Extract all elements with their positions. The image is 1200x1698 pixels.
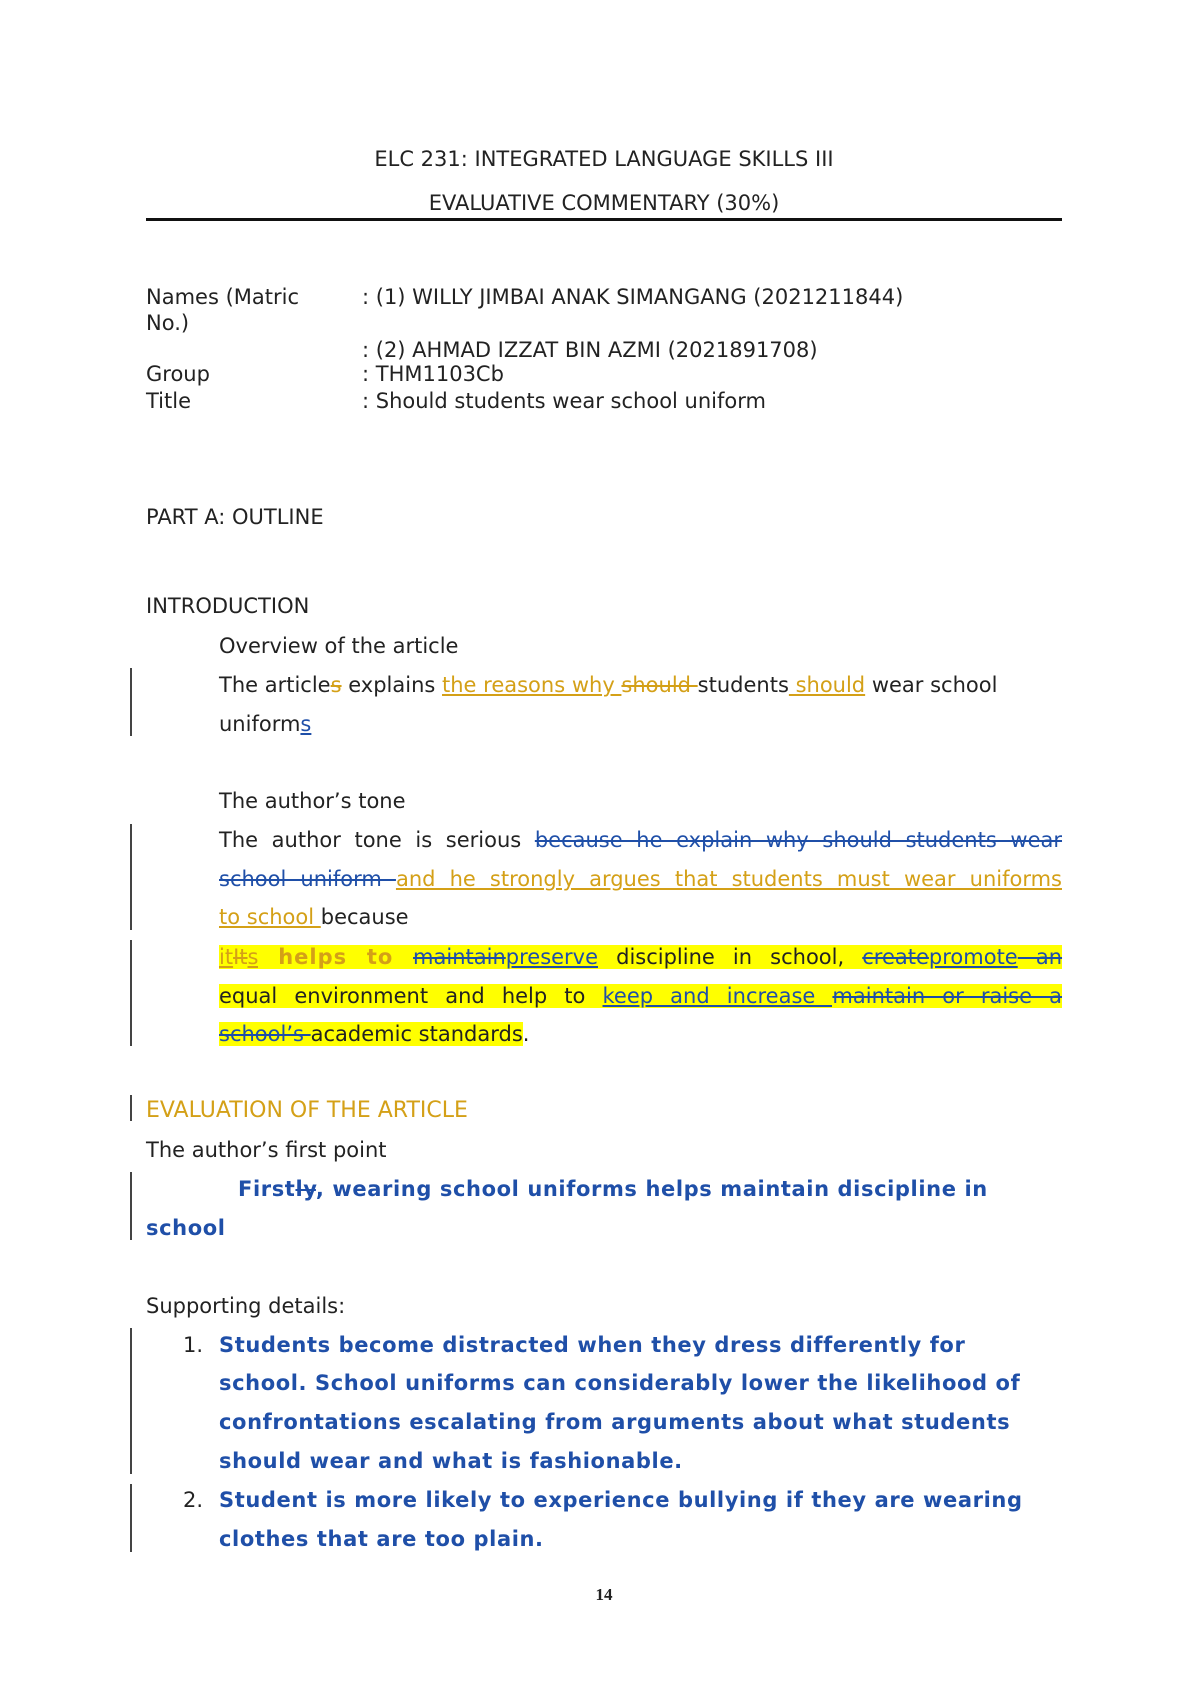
- name-1: : (1) WILLY JIMBAI ANAK SIMANGANG (2021211844): [362, 285, 904, 309]
- name-2: : (2) AHMAD IZZAT BIN AZMI (2021891708): [362, 338, 818, 362]
- detail-1-line: should wear and what is fashionable.: [219, 1449, 683, 1473]
- detail-1-line: school. School uniforms can considerably lower the likelihood of: [219, 1371, 1021, 1395]
- revision-bar: [130, 940, 132, 1046]
- course-title: ELC 231: INTEGRATED LANGUAGE SKILLS III: [374, 147, 834, 171]
- tone-line-6: school’s academic standards.: [219, 1022, 530, 1046]
- revision-bar: [130, 1328, 132, 1474]
- title-value: : Should students wear school uniform: [362, 389, 766, 413]
- detail-2-line: clothes that are too plain.: [219, 1527, 544, 1551]
- assignment-title: EVALUATIVE COMMENTARY (30%): [428, 191, 780, 215]
- tone-line-5: equal environment and help to keep and increase maintain or raise a: [219, 984, 1062, 1008]
- revision-bar: [130, 1172, 132, 1240]
- part-a-heading: PART A: OUTLINE: [146, 505, 324, 529]
- revision-bar: [130, 1095, 132, 1121]
- supporting-heading: Supporting details:: [146, 1294, 346, 1318]
- detail-2-line: Student is more likely to experience bullying if they are wearing: [219, 1488, 1023, 1512]
- tone-line-3: to school because: [219, 905, 409, 929]
- tone-line-1: The author tone is serious because he explain why should students wear: [219, 828, 1063, 852]
- revision-bar: [130, 668, 132, 736]
- detail-1-line: Students become distracted when they dress differently for: [219, 1333, 966, 1357]
- tone-line-2: school uniform and he strongly argues that students must wear uniforms: [219, 867, 1062, 891]
- title-label: Title: [146, 389, 192, 413]
- evaluation-heading: EVALUATION OF THE ARTICLE: [146, 1098, 468, 1123]
- tone-line-4: itIts helps to maintainpreserve discipline in school, createpromote an: [219, 945, 1063, 969]
- first-point-line-2: school: [146, 1216, 226, 1240]
- revision-bar: [130, 1484, 132, 1552]
- overview-line-1: The articles explains the reasons why should students should wear school: [219, 673, 998, 697]
- tone-heading: The author’s tone: [219, 789, 406, 813]
- group-value: : THM1103Cb: [362, 362, 504, 386]
- header-divider: [146, 218, 1062, 221]
- names-label-cont: No.): [146, 311, 190, 335]
- revision-bar: [130, 824, 132, 930]
- detail-1-number: 1.: [183, 1333, 204, 1357]
- group-label: Group: [146, 362, 210, 386]
- overview-heading: Overview of the article: [219, 634, 459, 658]
- first-point-line-1: Firstly, wearing school uniforms helps maintain discipline in: [238, 1177, 988, 1201]
- first-point-heading: The author’s first point: [146, 1138, 387, 1162]
- overview-line-2: uniforms: [219, 712, 312, 736]
- page-number: 14: [595, 1585, 613, 1604]
- detail-1-line: confrontations escalating from arguments about what students: [219, 1410, 1011, 1434]
- detail-2-number: 2.: [183, 1488, 204, 1512]
- names-label: Names (Matric: [146, 285, 299, 309]
- introduction-heading: INTRODUCTION: [146, 594, 310, 618]
